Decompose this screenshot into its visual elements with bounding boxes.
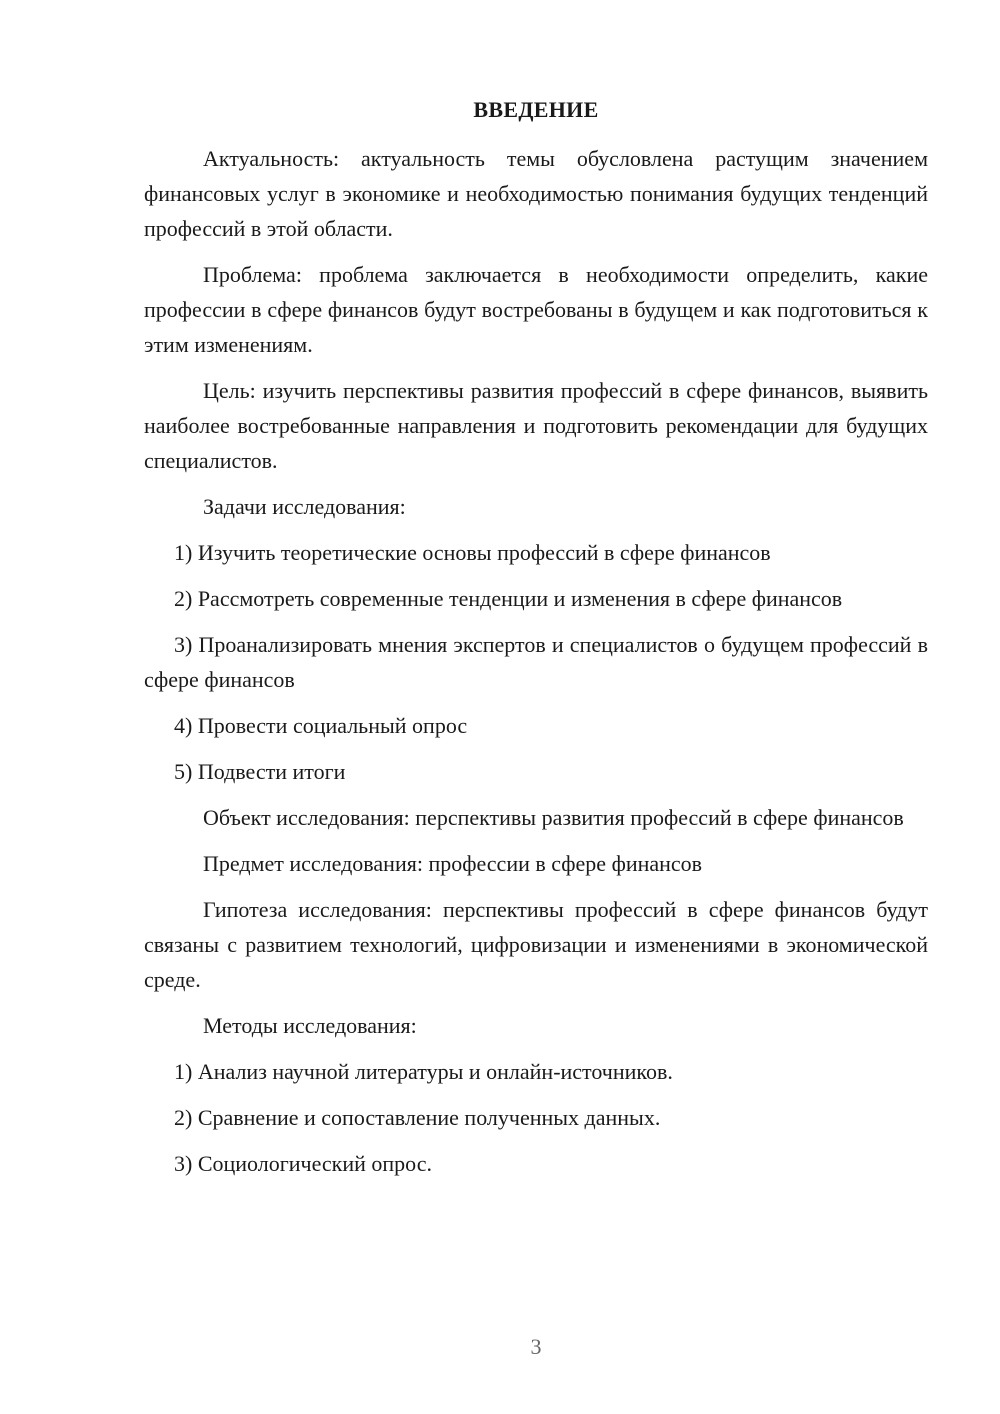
goal-paragraph: Цель: изучить перспективы развития профессий в сфере финансов, выявить наиболее востребованные направления и подготовить рекомендации для будущих специалистов. xyxy=(144,378,928,473)
page-number: 3 xyxy=(530,1334,542,1359)
subject-paragraph: Предмет исследования: профессии в сфере финансов xyxy=(203,851,703,876)
methods-heading: Методы исследования: xyxy=(203,1013,417,1038)
relevance-paragraph: Актуальность: актуальность темы обусловлена растущим значением финансовых услуг в экономике и необходимостью понимания будущих тенденций профессий в этой области. xyxy=(144,146,928,241)
method-item: 3) Социологический опрос. xyxy=(174,1151,432,1176)
task-item: 5) Подвести итоги xyxy=(174,759,346,784)
task-item: 2) Рассмотреть современные тенденции и изменения в сфере финансов xyxy=(174,586,843,611)
problem-paragraph: Проблема: проблема заключается в необходимости определить, какие профессии в сфере финансов будут востребованы в будущем и как подготовиться к этим изменениям. xyxy=(144,262,928,357)
hypothesis-paragraph: Гипотеза исследования: перспективы профессий в сфере финансов будут связаны с развитием технологий, цифровизации и изменениями в экономической среде. xyxy=(144,897,928,992)
task-item: 1) Изучить теоретические основы профессий в сфере финансов xyxy=(174,540,771,565)
method-item: 2) Сравнение и сопоставление полученных данных. xyxy=(174,1105,661,1130)
task-item: 3) Проанализировать мнения экспертов и специалистов о будущем профессий в сфере финансов xyxy=(144,632,928,692)
document-page xyxy=(144,95,928,1192)
method-item: 1) Анализ научной литературы и онлайн-источников. xyxy=(174,1059,673,1084)
tasks-heading: Задачи исследования: xyxy=(203,494,406,519)
section-title: ВВЕДЕНИЕ xyxy=(473,97,599,122)
task-item: 4) Провести социальный опрос xyxy=(174,713,468,738)
object-paragraph: Объект исследования: перспективы развития профессий в сфере финансов xyxy=(203,805,904,830)
